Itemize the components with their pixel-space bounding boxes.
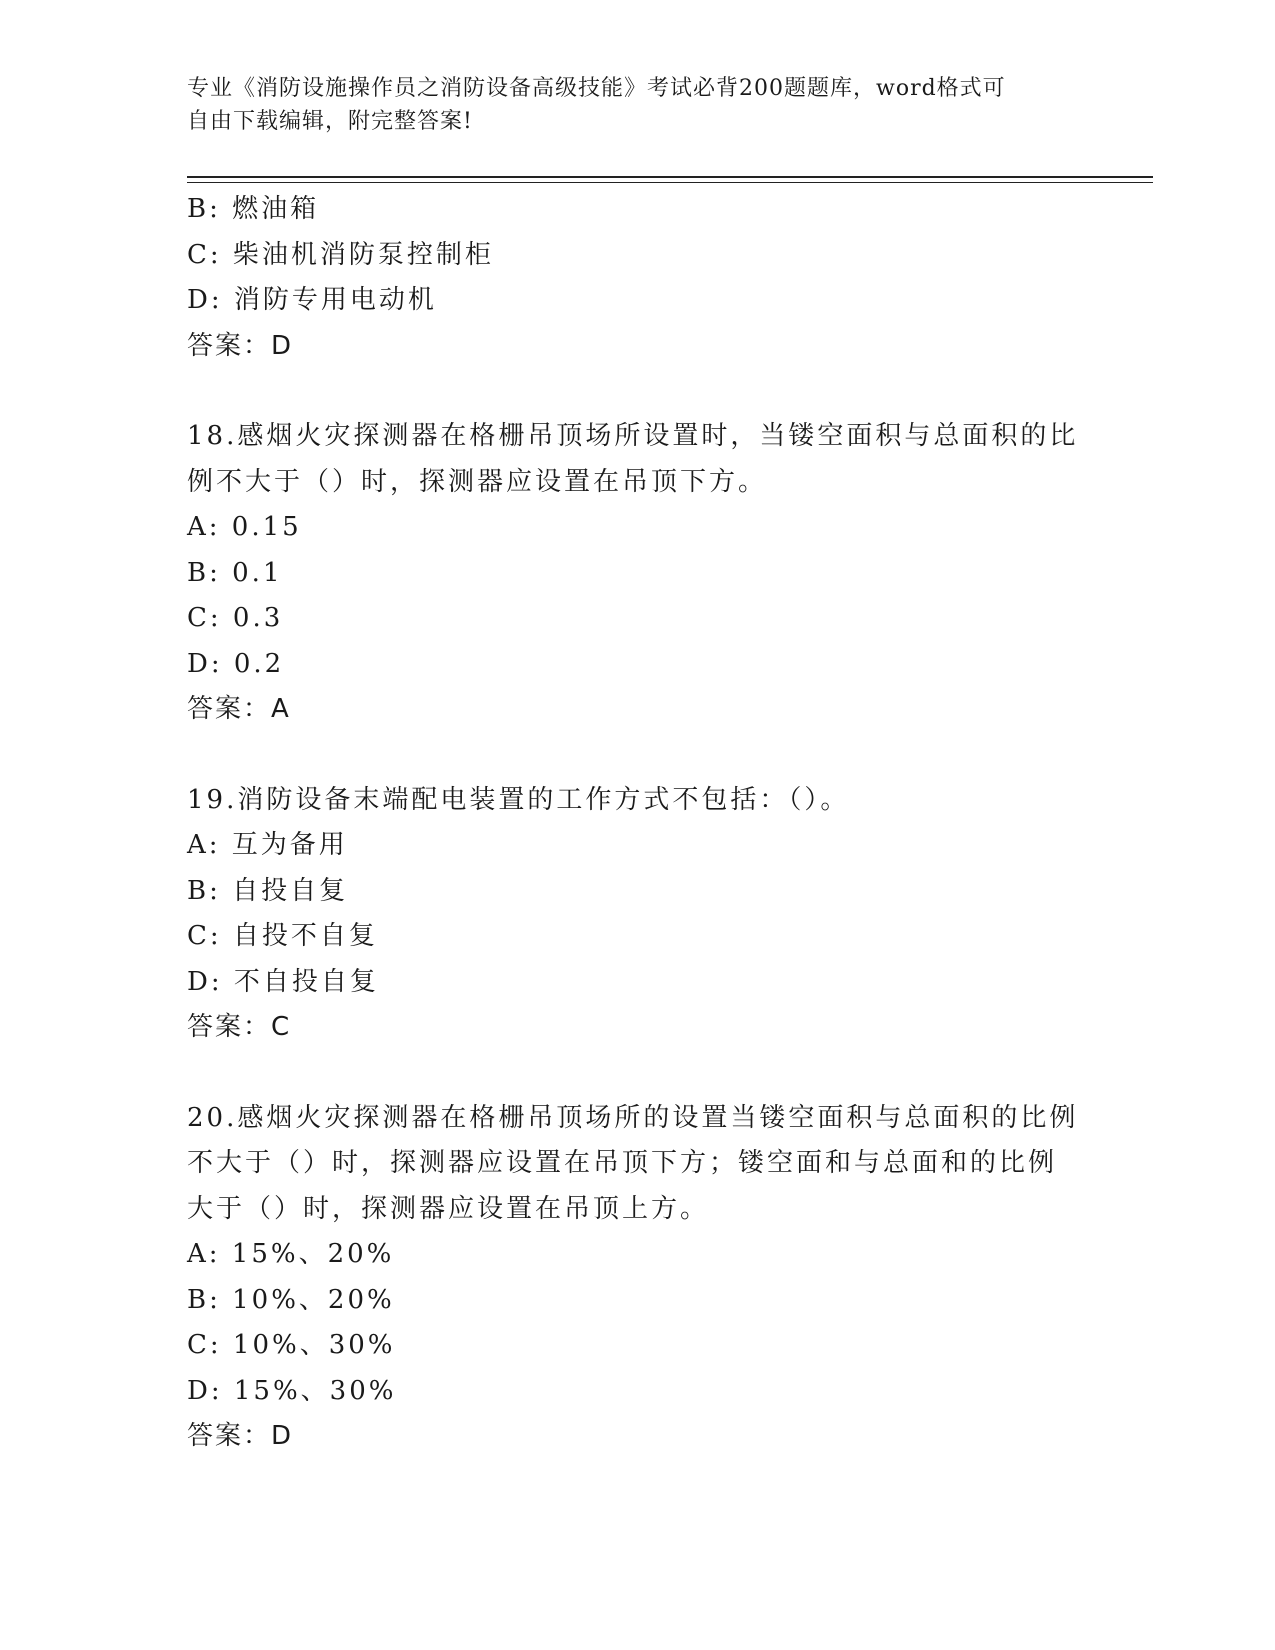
option-c: C: 10%、30% bbox=[187, 1330, 396, 1360]
option-b: B: 燃油箱 bbox=[187, 194, 320, 224]
spacer bbox=[187, 369, 1087, 414]
option-a: A: 互为备用 bbox=[187, 830, 348, 860]
question-stem-line-3: 大于（）时，探测器应设置在吊顶上方。 bbox=[187, 1193, 710, 1224]
option-a: A: 15%、20% bbox=[187, 1239, 395, 1269]
answer-line: 答案：D bbox=[187, 330, 294, 361]
option-a: A: 0.15 bbox=[187, 512, 302, 542]
spacer bbox=[187, 733, 1087, 778]
option-b: B: 自投自复 bbox=[187, 875, 349, 906]
question-stem-line-2: 不大于（）时，探测器应设置在吊顶下方；镂空面和与总面和的比例 bbox=[187, 1148, 1058, 1178]
answer-line: 答案：D bbox=[187, 1421, 294, 1451]
header-title-line-1: 专业《消防设施操作员之消防设备高级技能》考试必背200题题库，word格式可 bbox=[187, 76, 1006, 101]
option-d: D: 不自投自复 bbox=[187, 966, 379, 997]
question-20 bbox=[187, 1096, 1087, 1460]
document-header bbox=[187, 72, 1067, 138]
question-17-tail bbox=[187, 187, 1087, 369]
question-stem-line-1: 20.感烟火灾探测器在格栅吊顶场所的设置当镂空面积与总面积的比例 bbox=[187, 1102, 1079, 1133]
option-b: B: 0.1 bbox=[187, 557, 283, 588]
question-stem-line-1: 18.感烟火灾探测器在格栅吊顶场所设置时，当镂空面积与总面积的比 bbox=[187, 421, 1079, 451]
option-d: D: 15%、30% bbox=[187, 1375, 397, 1406]
spacer bbox=[187, 1051, 1087, 1096]
answer-line: 答案：A bbox=[187, 694, 291, 724]
option-c: C: 自投不自复 bbox=[187, 921, 378, 951]
question-stem-line-1: 19.消防设备末端配电装置的工作方式不包括：（）。 bbox=[187, 784, 850, 815]
header-title-line-2: 自由下载编辑，附完整答案! bbox=[187, 109, 473, 134]
option-c: C: 柴油机消防泵控制柜 bbox=[187, 239, 494, 270]
option-d: D: 消防专用电动机 bbox=[187, 285, 437, 315]
header-divider-thin bbox=[187, 182, 1153, 183]
question-list bbox=[187, 187, 1087, 1460]
option-c: C: 0.3 bbox=[187, 603, 284, 633]
question-18 bbox=[187, 414, 1087, 733]
option-d: D: 0.2 bbox=[187, 648, 285, 679]
question-stem-line-2: 例不大于（）时，探测器应设置在吊顶下方。 bbox=[187, 466, 768, 497]
answer-line: 答案：C bbox=[187, 1012, 292, 1042]
question-19 bbox=[187, 778, 1087, 1051]
header-divider-thick bbox=[187, 176, 1153, 178]
option-b: B: 10%、20% bbox=[187, 1284, 395, 1315]
